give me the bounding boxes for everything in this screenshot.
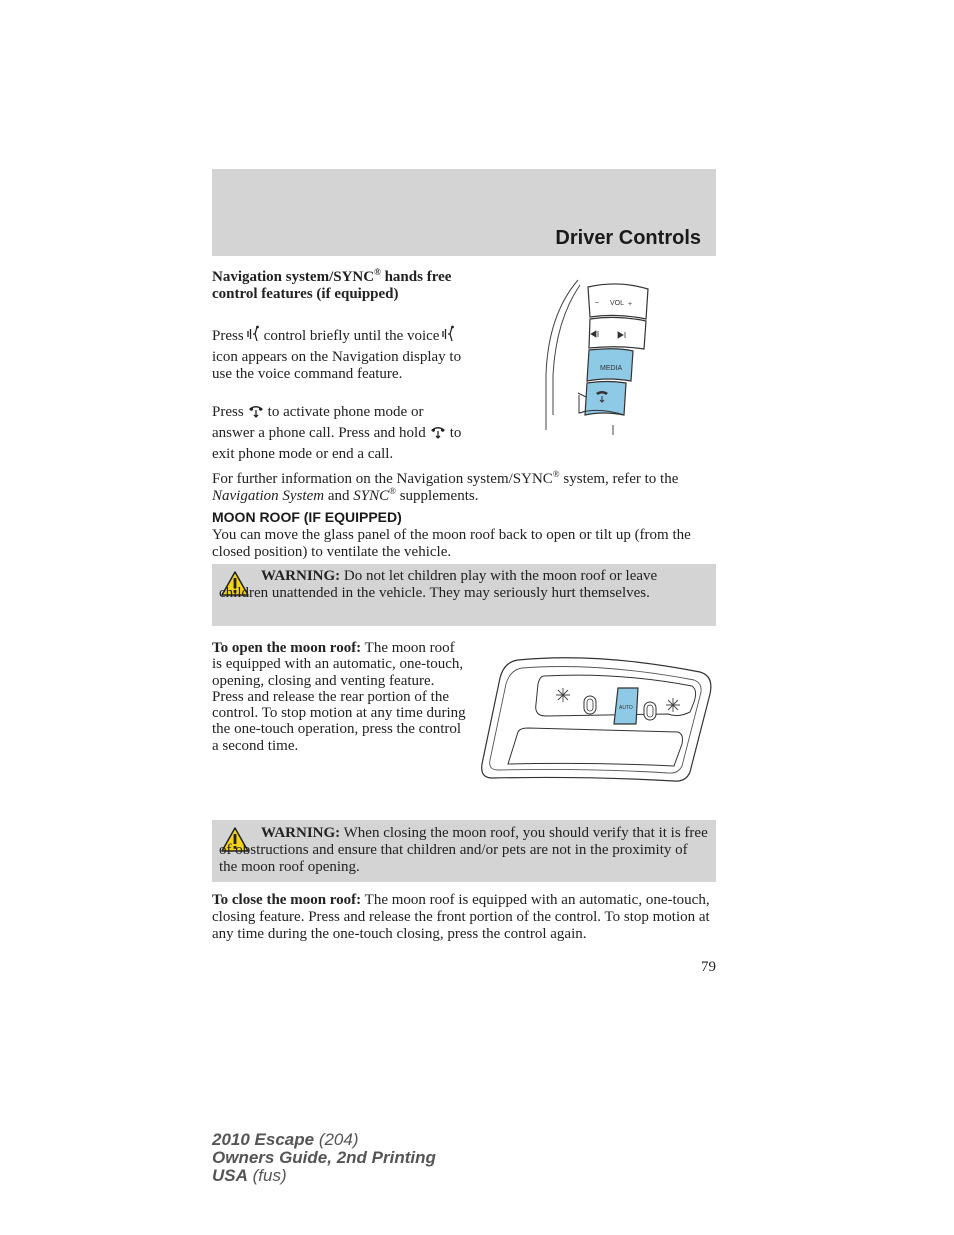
map-light-right-icon	[666, 698, 680, 712]
footer-model-line	[212, 1131, 436, 1149]
warning-label: WARNING:	[261, 825, 341, 841]
registered-mark: ®	[552, 469, 560, 479]
moon-roof-intro: You can move the glass panel of the moon roof back to open or tilt up (from the closed position) to ventilate the vehicle.	[212, 527, 691, 560]
close-label: To close the moon roof:	[212, 892, 362, 908]
media-label: MEDIA	[600, 365, 623, 372]
further-info-paragraph	[212, 471, 718, 505]
vol-label: VOL	[610, 300, 625, 307]
footer-market: USA	[212, 1166, 248, 1185]
auto-label: AUTO	[619, 705, 633, 711]
further-text-2: system, refer to the	[559, 471, 679, 487]
warning-label: WARNING:	[261, 568, 341, 584]
footer-market-code: (fus)	[247, 1166, 287, 1185]
phone-text-1: Press	[212, 404, 244, 420]
voice-text-1: Press	[212, 328, 244, 344]
steering-controls-figure	[538, 275, 666, 435]
phone-paragraph	[212, 403, 467, 463]
open-label: To open the moon roof:	[212, 640, 362, 656]
open-text: The moon roof is equipped with an automatic, one-touch, opening, closing and venting feature. Press and release the rear portion of the control. To stop motion at any time during the one-touch operation, press the control a second time.	[212, 640, 466, 754]
sync-ref: SYNC	[353, 487, 390, 504]
vol-minus-label: –	[595, 299, 599, 306]
voice-icon	[247, 325, 261, 349]
voice-paragraph	[212, 325, 462, 384]
close-moon-roof-paragraph	[212, 892, 718, 942]
registered-mark: ®	[389, 485, 396, 496]
header-band	[212, 169, 716, 256]
voice-text-2: control briefly until the voice	[263, 328, 440, 344]
overhead-console-figure	[478, 654, 716, 784]
further-text-and: and	[324, 487, 354, 504]
open-moon-roof-paragraph	[212, 640, 468, 754]
further-text-3: supplements.	[395, 487, 479, 504]
warning-box-obstruction	[212, 820, 716, 882]
moon-roof-heading: MOON ROOF (IF EQUIPPED)	[212, 509, 402, 525]
voice-icon	[442, 325, 456, 349]
footer-guide: Owners Guide, 2nd Printing	[212, 1148, 436, 1167]
registered-mark: ®	[374, 267, 381, 277]
footer-model-code: (204)	[314, 1130, 359, 1149]
warning-text	[219, 825, 708, 875]
further-text-1: For further information on the Navigation system/SYNC	[212, 471, 553, 487]
warning-body: When closing the moon roof, you should verify that it is free of obstructions and ensure that children and/or pets are not in the proximity of the moon roof opening.	[219, 825, 708, 875]
nav-sync-heading	[212, 269, 472, 303]
warning-text	[219, 568, 708, 602]
page-number: 79	[701, 959, 716, 975]
close-text: The moon roof is equipped with an automatic, one-touch, closing feature. Press and release the front portion of the control. To stop motion at any time during the one-touch closing, press the control again.	[212, 892, 710, 942]
voice-text-3: icon appears on the Navigation display to use the voice command feature.	[212, 348, 462, 382]
nav-system-ref: Navigation System	[212, 487, 325, 504]
heading-text: Navigation system/SYNC	[212, 269, 375, 285]
section-title: Driver Controls	[555, 227, 701, 249]
footer-market-line	[212, 1167, 436, 1185]
phone-button	[585, 382, 626, 416]
heading-text-rest: hands free control features (if equipped)	[212, 269, 452, 302]
phone-icon	[247, 403, 265, 424]
phone-text-3: to exit phone mode or end a call.	[212, 425, 462, 462]
warning-body: Do not let children play with the moon roof or leave children unattended in the vehicle. They may seriously hurt themselves.	[219, 568, 658, 601]
footer-model: 2010 Escape	[212, 1130, 315, 1149]
phone-text-2: to activate phone mode or answer a phone call. Press and hold	[212, 404, 426, 442]
document-footer	[212, 1131, 436, 1185]
vol-plus-label: +	[628, 301, 633, 308]
warning-box-children	[212, 564, 716, 626]
map-light-left-icon	[556, 688, 570, 702]
phone-icon	[429, 424, 447, 445]
